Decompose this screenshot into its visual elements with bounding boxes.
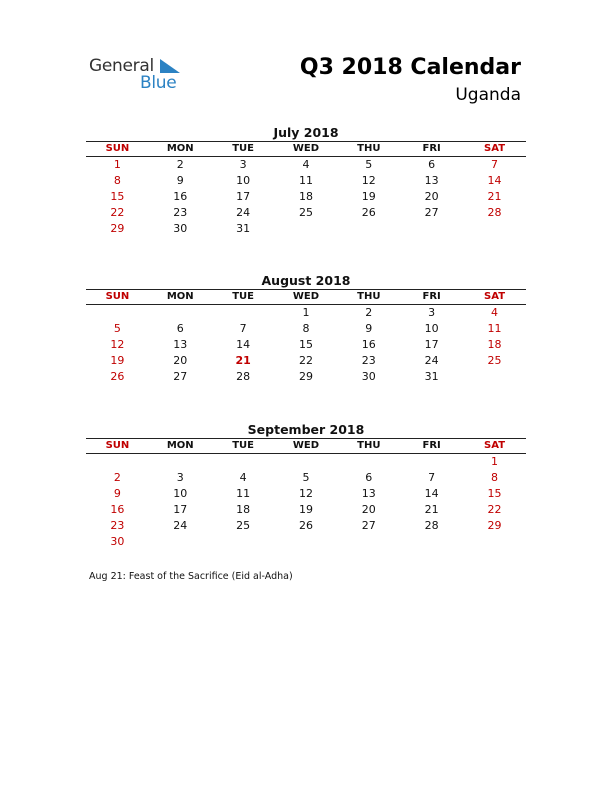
day-cell: 17 <box>236 190 251 203</box>
empty-day-cell <box>149 454 212 471</box>
day-cell: 24 <box>173 519 188 532</box>
weekday-header: TUE <box>212 439 275 454</box>
day-cell: 4 <box>302 158 310 171</box>
day-cell: 24 <box>424 354 439 367</box>
day-cell: 20 <box>173 354 188 367</box>
month-title: August 2018 <box>261 273 351 288</box>
day-cell: 14 <box>424 487 439 500</box>
day-cell: 6 <box>428 158 436 171</box>
day-cell: 13 <box>361 487 376 500</box>
day-cell: 30 <box>173 222 188 235</box>
day-cell: 21 <box>235 354 251 367</box>
empty-day-cell <box>275 221 338 237</box>
week-row <box>86 369 526 385</box>
day-cell: 15 <box>110 190 125 203</box>
day-cell: 9 <box>113 487 121 500</box>
day-cell: 10 <box>173 487 188 500</box>
day-cell: 19 <box>361 190 376 203</box>
day-cell: 7 <box>239 322 247 335</box>
week-row <box>86 454 526 471</box>
day-cell: 26 <box>110 370 125 383</box>
empty-day-cell <box>463 369 526 385</box>
empty-day-cell <box>212 534 275 550</box>
day-cell: 31 <box>424 370 439 383</box>
page-title: Q3 2018 Calendar <box>299 55 521 80</box>
week-row <box>86 486 526 502</box>
day-cell: 1 <box>491 455 499 468</box>
week-row <box>86 518 526 534</box>
day-cell: 16 <box>361 338 376 351</box>
empty-day-cell <box>86 305 149 322</box>
day-cell: 11 <box>487 322 502 335</box>
empty-day-cell <box>463 534 526 550</box>
empty-day-cell <box>463 221 526 237</box>
week-row <box>86 502 526 518</box>
day-cell: 29 <box>298 370 313 383</box>
day-cell: 14 <box>236 338 251 351</box>
day-cell: 1 <box>113 158 121 171</box>
week-row <box>86 205 526 221</box>
day-cell: 14 <box>487 174 502 187</box>
day-cell: 21 <box>487 190 502 203</box>
empty-day-cell <box>337 534 400 550</box>
weekday-header: FRI <box>400 290 463 305</box>
weekday-header: SAT <box>463 439 526 454</box>
weekday-header: WED <box>275 439 338 454</box>
day-cell: 9 <box>365 322 373 335</box>
weekday-header: WED <box>275 142 338 157</box>
week-row <box>86 173 526 189</box>
weekday-header: SUN <box>86 142 149 157</box>
weekday-header: MON <box>149 142 212 157</box>
month-title: July 2018 <box>273 125 339 140</box>
weekday-header: THU <box>337 290 400 305</box>
day-cell: 19 <box>298 503 313 516</box>
day-cell: 29 <box>487 519 502 532</box>
day-cell: 26 <box>361 206 376 219</box>
month-september <box>86 421 526 550</box>
day-cell: 7 <box>428 471 436 484</box>
logo-flag-icon <box>160 59 180 73</box>
day-cell: 23 <box>173 206 188 219</box>
week-row <box>86 157 526 174</box>
day-cell: 3 <box>428 306 436 319</box>
week-row <box>86 353 526 369</box>
calendar-grid <box>86 438 526 550</box>
day-cell: 16 <box>173 190 188 203</box>
weekday-header: MON <box>149 290 212 305</box>
day-cell: 18 <box>298 190 313 203</box>
day-cell: 2 <box>176 158 184 171</box>
day-cell: 20 <box>361 503 376 516</box>
day-cell: 4 <box>491 306 499 319</box>
day-cell: 26 <box>298 519 313 532</box>
day-cell: 2 <box>113 471 121 484</box>
logo-general-text: General <box>89 56 154 76</box>
weekday-header: FRI <box>400 142 463 157</box>
day-cell: 15 <box>487 487 502 500</box>
empty-day-cell <box>212 305 275 322</box>
day-cell: 28 <box>487 206 502 219</box>
day-cell: 6 <box>176 322 184 335</box>
day-cell: 20 <box>424 190 439 203</box>
day-cell: 13 <box>173 338 188 351</box>
day-cell: 5 <box>302 471 310 484</box>
weekday-header: SAT <box>463 142 526 157</box>
day-cell: 27 <box>173 370 188 383</box>
day-cell: 22 <box>487 503 502 516</box>
day-cell: 19 <box>110 354 125 367</box>
day-cell: 23 <box>110 519 125 532</box>
day-cell: 9 <box>176 174 184 187</box>
weekday-header: SAT <box>463 290 526 305</box>
day-cell: 30 <box>361 370 376 383</box>
day-cell: 16 <box>110 503 125 516</box>
empty-day-cell <box>275 454 338 471</box>
weekday-header: SUN <box>86 290 149 305</box>
day-cell: 28 <box>236 370 251 383</box>
day-cell: 4 <box>239 471 247 484</box>
day-cell: 27 <box>424 206 439 219</box>
day-cell: 27 <box>361 519 376 532</box>
weekday-header: THU <box>337 142 400 157</box>
week-row <box>86 221 526 237</box>
week-row <box>86 337 526 353</box>
day-cell: 11 <box>236 487 251 500</box>
logo-blue-text: Blue <box>140 73 177 93</box>
month-august <box>86 272 526 385</box>
week-row <box>86 305 526 322</box>
empty-day-cell <box>400 454 463 471</box>
day-cell: 28 <box>424 519 439 532</box>
day-cell: 25 <box>236 519 251 532</box>
day-cell: 12 <box>298 487 313 500</box>
day-cell: 12 <box>110 338 125 351</box>
day-cell: 12 <box>361 174 376 187</box>
empty-day-cell <box>149 305 212 322</box>
day-cell: 2 <box>365 306 373 319</box>
day-cell: 10 <box>236 174 251 187</box>
weekday-header: SUN <box>86 439 149 454</box>
calendar-grid <box>86 141 526 237</box>
holiday-note: Aug 21: Feast of the Sacrifice (Eid al-Adha) <box>89 571 293 582</box>
weekday-header-row <box>86 439 526 454</box>
day-cell: 1 <box>302 306 310 319</box>
month-july <box>86 124 526 237</box>
weekday-header: TUE <box>212 290 275 305</box>
day-cell: 31 <box>236 222 251 235</box>
calendar-grid <box>86 289 526 385</box>
day-cell: 25 <box>298 206 313 219</box>
empty-day-cell <box>337 454 400 471</box>
day-cell: 3 <box>239 158 247 171</box>
weekday-header-row <box>86 142 526 157</box>
day-cell: 8 <box>302 322 310 335</box>
day-cell: 17 <box>424 338 439 351</box>
empty-day-cell <box>275 534 338 550</box>
empty-day-cell <box>86 454 149 471</box>
empty-day-cell <box>400 221 463 237</box>
day-cell: 7 <box>491 158 499 171</box>
day-cell: 8 <box>113 174 121 187</box>
weekday-header: WED <box>275 290 338 305</box>
day-cell: 25 <box>487 354 502 367</box>
day-cell: 29 <box>110 222 125 235</box>
day-cell: 11 <box>298 174 313 187</box>
day-cell: 18 <box>487 338 502 351</box>
day-cell: 22 <box>298 354 313 367</box>
day-cell: 23 <box>361 354 376 367</box>
day-cell: 18 <box>236 503 251 516</box>
day-cell: 30 <box>110 535 125 548</box>
weekday-header: TUE <box>212 142 275 157</box>
day-cell: 10 <box>424 322 439 335</box>
empty-day-cell <box>337 221 400 237</box>
week-row <box>86 321 526 337</box>
day-cell: 3 <box>176 471 184 484</box>
day-cell: 8 <box>491 471 499 484</box>
day-cell: 22 <box>110 206 125 219</box>
country-subtitle: Uganda <box>455 85 521 105</box>
week-row <box>86 470 526 486</box>
empty-day-cell <box>400 534 463 550</box>
weekday-header-row <box>86 290 526 305</box>
weekday-header: MON <box>149 439 212 454</box>
weekday-header: THU <box>337 439 400 454</box>
day-cell: 5 <box>365 158 373 171</box>
day-cell: 5 <box>113 322 121 335</box>
day-cell: 24 <box>236 206 251 219</box>
day-cell: 17 <box>173 503 188 516</box>
day-cell: 13 <box>424 174 439 187</box>
weekday-header: FRI <box>400 439 463 454</box>
week-row <box>86 534 526 550</box>
day-cell: 21 <box>424 503 439 516</box>
month-title: September 2018 <box>247 422 365 437</box>
empty-day-cell <box>149 534 212 550</box>
day-cell: 6 <box>365 471 373 484</box>
day-cell: 15 <box>298 338 313 351</box>
week-row <box>86 189 526 205</box>
empty-day-cell <box>212 454 275 471</box>
